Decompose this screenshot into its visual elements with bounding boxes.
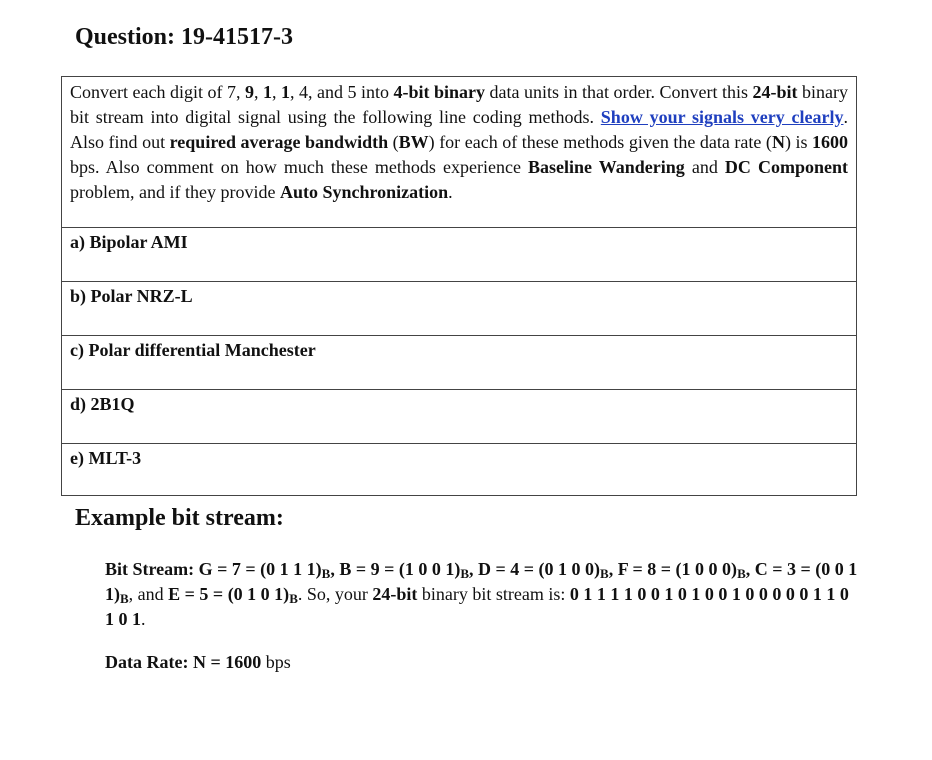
question-table [61,76,857,496]
intro-bold: 9 [244,82,254,102]
bit-stream-label: Bit Stream: [105,559,199,579]
question-id: 19-41517-3 [181,24,293,50]
data-rate [105,650,291,675]
bit-stream-text: , and [128,584,169,604]
binary-subscript: B [460,566,470,581]
example-title: Example bit stream: [75,505,284,531]
intro-bold: 1600 [812,132,849,152]
digit-f: , F = 8 = (1 0 0 0) [608,559,738,579]
intro-bold: DC Component [724,157,848,177]
intro-bold: Auto Synchronization [279,182,449,202]
intro-text: data units in that order. Convert this [485,82,753,102]
intro-bold: 1 [281,82,291,102]
method-2b1q: d) 2B1Q [62,390,857,444]
question-label: Question: [75,24,176,50]
intro-bold: 24-bit [752,82,798,102]
binary-stream-value: 0 1 1 1 1 0 0 1 0 1 0 0 1 0 0 0 0 0 1 1 0 1 0 1 [105,584,849,629]
binary-subscript: B [120,591,129,606]
digit-b: , B = 9 = (1 0 0 1) [330,559,461,579]
intro-bold: BW [398,132,429,152]
digit-e: E = 5 = (0 1 0 1) [168,584,290,604]
question-instructions [62,77,857,228]
bit-stream-paragraph [105,557,860,632]
intro-text: ( [388,132,399,152]
bit-stream-text: binary bit stream is: [417,584,570,604]
method-mlt-3: e) MLT-3 [62,444,857,496]
data-rate-label: Data Rate: N = 1600 [105,652,262,672]
binary-subscript: B [321,566,331,581]
intro-text: Convert each digit of 7, [70,82,245,102]
question-title [75,22,293,52]
intro-bold: required average bandwidth [169,132,389,152]
bit-stream-bold: 24-bit [372,584,418,604]
intro-text: problem, and if they provide [70,182,280,202]
method-polar-nrz-l: b) Polar NRZ-L [62,282,857,336]
intro-text: bps. Also comment on how much these methods experience [70,157,529,177]
intro-bold: Baseline Wandering [528,157,685,177]
method-bipolar-ami: a) Bipolar AMI [62,228,857,282]
method-polar-differential-manchester: c) Polar differential Manchester [62,336,857,390]
intro-bold: N [771,132,785,152]
intro-text: and [684,157,725,177]
digit-d: , D = 4 = (0 1 0 0) [469,559,601,579]
data-rate-unit: bps [261,652,291,672]
binary-subscript: B [289,591,298,606]
intro-text: , 4, and 5 into [290,82,394,102]
digit-g: G = 7 = (0 1 1 1) [198,559,322,579]
digit-c: , C = 3 = (0 0 1 1) [105,559,858,604]
intro-text: , [272,82,282,102]
show-signals-link[interactable]: Show your signals very clearly [600,107,844,127]
intro-text: ) is [784,132,813,152]
intro-text: ) for each of these methods given the data rate ( [428,132,772,152]
intro-text: , [253,82,263,102]
binary-subscript: B [737,566,746,581]
bit-stream-text: . [141,609,146,629]
bit-stream-text: . So, your [297,584,373,604]
binary-subscript: B [600,566,609,581]
intro-bold: 1 [263,82,272,102]
intro-text: binary bit stream into digital signal using the following line coding methods. [70,82,849,127]
intro-text: . Also find out [70,107,848,152]
intro-text: . [448,182,453,202]
intro-bold: 4-bit binary [393,82,486,102]
